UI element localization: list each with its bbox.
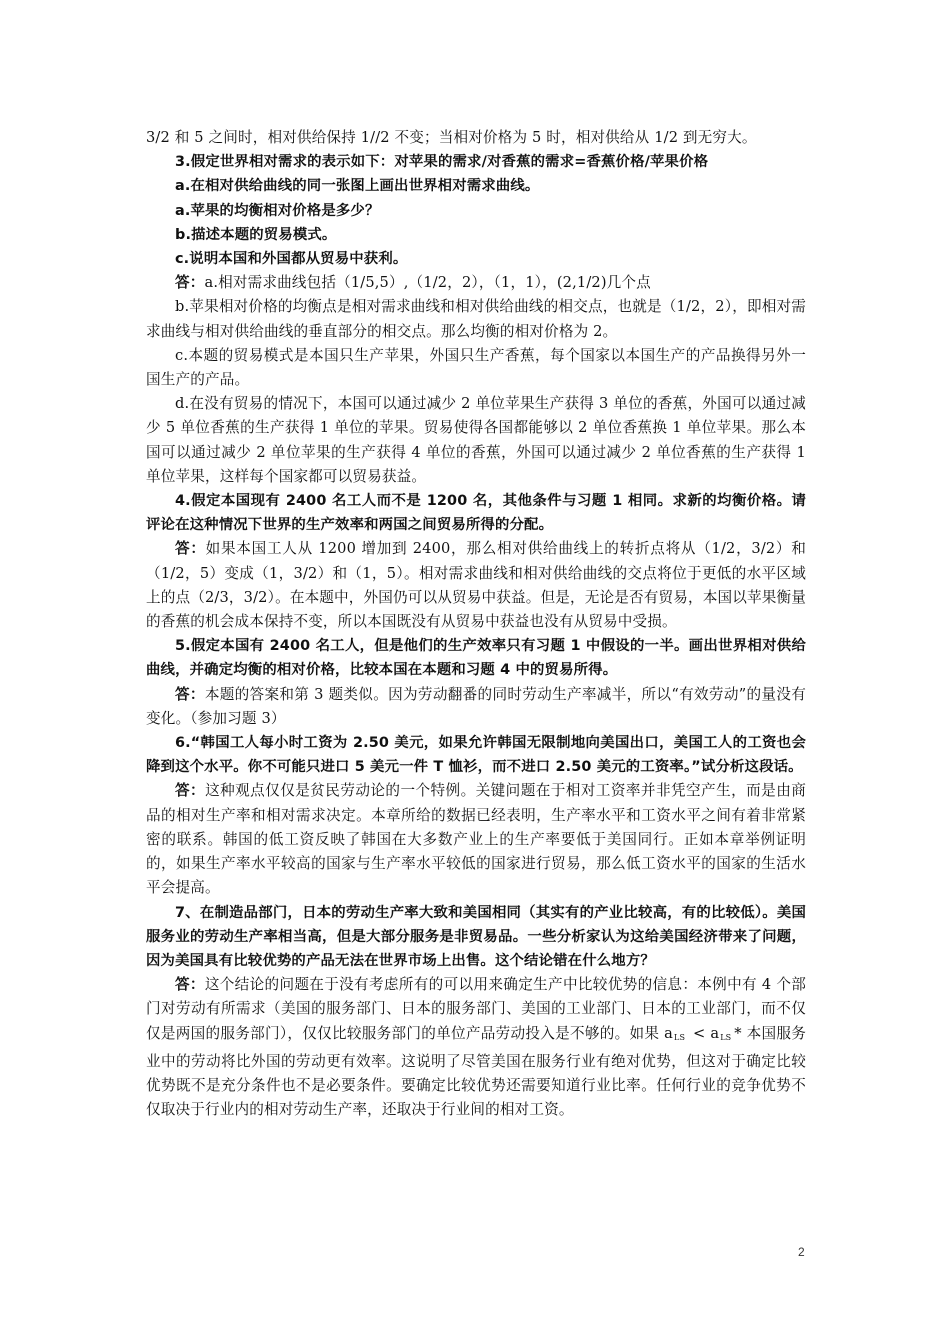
answer-6 xyxy=(146,779,806,900)
answer-text: a.相对需求曲线包括（1/5,5）,（1/2，2），（1，1），(2,1/2)几个点 xyxy=(204,274,651,292)
answer-label: 答： xyxy=(175,976,205,994)
subscript-ls-foreign: LS xyxy=(720,1032,732,1042)
question-3a-second: a.苹果的均衡相对价格是多少？ xyxy=(175,202,380,219)
answer-text: 如果本国工人从 1200 增加到 2400，那么相对供给曲线上的转折点将从（1/2，3/2）和（1/2，5）变成（1，3/2）和（1，5）。相对需求曲线和相对供给曲线的交点将位于更低的水平区域上的点（2/3，3/2）。在本题中，外国仍可以从贸易中获益。但是，无论是否有贸易，本国以苹果衡量的香蕉的机会成本保持不变，所以本国既没有从贸易中获益也没有从贸易中受损。 xyxy=(146,540,806,631)
question-3: 3.假定世界相对需求的表示如下：对苹果的需求/对香蕉的需求=香蕉价格/苹果价格 xyxy=(175,154,709,171)
answer-3c: c.本题的贸易模式是本国只生产苹果，外国只生产香蕉，每个国家以本国生产的产品换得另外一国生产的产品。 xyxy=(146,346,806,389)
question-3a: a.在相对供给曲线的同一张图上画出世界相对需求曲线。 xyxy=(175,178,540,195)
answer-text: 这种观点仅仅是贫民劳动论的一个特例。关键问题在于相对工资率并非凭空产生，而是由商品的相对生产率和相对需求决定。本章所给的数据已经表明，生产率水平和工资水平之间有着非常紧密的联系。韩国的低工资反映了韩国在大多数产业上的生产率要低于美国同行。正如本章举例证明的，如果生产率水平较高的国家与生产率水平较低的国家进行贸易，那么低工资水平的国家的生活水平会提高。 xyxy=(146,782,806,897)
answer-7 xyxy=(146,973,806,1122)
paragraph-continuation: 3/2 和 5 之间时，相对供给保持 1//2 不变；当相对价格为 5 时，相对供给从 1/2 到无穷大。 xyxy=(146,129,757,146)
question-5: 5.假定本国有 2400 名工人，但是他们的生产效率只有习题 1 中假设的一半。画出世界相对供给曲线，并确定均衡的相对价格，比较本国在本题和习题 4 中的贸易所得。 xyxy=(146,638,806,679)
question-4: 4.假定本国现有 2400 名工人而不是 1200 名，其他条件与习题 1 相同。求新的均衡价格。请评论在这种情况下世界的生产效率和两国之间贸易所得的分配。 xyxy=(146,493,806,534)
answer-label: 答： xyxy=(175,540,206,558)
page-content xyxy=(146,126,806,1122)
answer-label: 答： xyxy=(175,685,205,703)
question-3b: b.描述本题的贸易模式。 xyxy=(175,226,337,243)
question-7: 7、在制造品部门，日本的劳动生产率大致和美国相同（其实有的产业比较高，有的比较低）。美国服务业的劳动生产率相当高，但是大部分服务是非贸易品。一些分析家认为这给美国经济带来了问题，因为美国具有比较优势的产品无法在世界市场上出售。这个结论错在什么地方？ xyxy=(146,904,806,969)
answer-5 xyxy=(146,683,806,731)
answer-text: 本题的答案和第 3 题类似。因为劳动翻番的同时劳动生产率减半，所以“有效劳动”的量没有变化。（参加习题 3） xyxy=(146,685,806,727)
answer-3b: b.苹果相对价格的均衡点是相对需求曲线和相对供给曲线的相交点，也就是（1/2，2），即相对需求曲线与相对供给曲线的垂直部分的相交点。那么均衡的相对价格为 2。 xyxy=(146,298,806,340)
answer-label: 答： xyxy=(175,782,206,800)
subscript-ls: LS xyxy=(674,1032,686,1042)
answer-text-mid: < a xyxy=(688,1024,720,1042)
answer-label: 答： xyxy=(175,274,205,292)
question-3c: c.说明本国和外国都从贸易中获利。 xyxy=(175,251,408,268)
answer-text-part1: 这个结论的问题在于没有考虑所有的可以用来确定生产中比较优势的信息：本例中有 4 个部门对劳动有所需求（美国的服务部门、日本的服务部门、美国的工业部门、日本的工业部门，而不仅仅是两国的服务部门），仅仅比较服务部门的单位产品劳动投入是不够的。如果 a xyxy=(146,976,806,1042)
answer-text-part2: * 本国服务业中的劳动将比外国的劳动更有效率。这说明了尽管美国在服务行业有绝对优势，但这对于确定比较优势既不是充分条件也不是必要条件。要确定比较优势还需要知道行业比率。任何行业的竞争优势不仅取决于行业内的相对劳动生产率，还取决于行业间的相对工资。 xyxy=(146,1024,807,1119)
page-number: 2 xyxy=(798,1245,805,1259)
answer-4 xyxy=(146,537,806,634)
answer-3a xyxy=(146,271,806,295)
answer-3d: d.在没有贸易的情况下，本国可以通过减少 2 单位苹果生产获得 3 单位的香蕉，外国可以通过减少 5 单位香蕉的生产获得 1 单位的苹果。贸易使得各国都能够以 2 单位香蕉换 1 单位苹果。那么本国可以通过减少 2 单位苹果的生产获得 4 单位的香蕉，外国可以通过减少 2 单位香蕉的生产获得 1 单位苹果，这样每个国家都可以贸易获益。 xyxy=(146,395,806,485)
question-6: 6.“韩国工人每小时工资为 2.50 美元，如果允许韩国无限制地向美国出口，美国工人的工资也会降到这个水平。你不可能只进口 5 美元一件 T 恤衫，而不进口 2.50 美元的工资率。”试分析这段话。 xyxy=(146,735,806,776)
